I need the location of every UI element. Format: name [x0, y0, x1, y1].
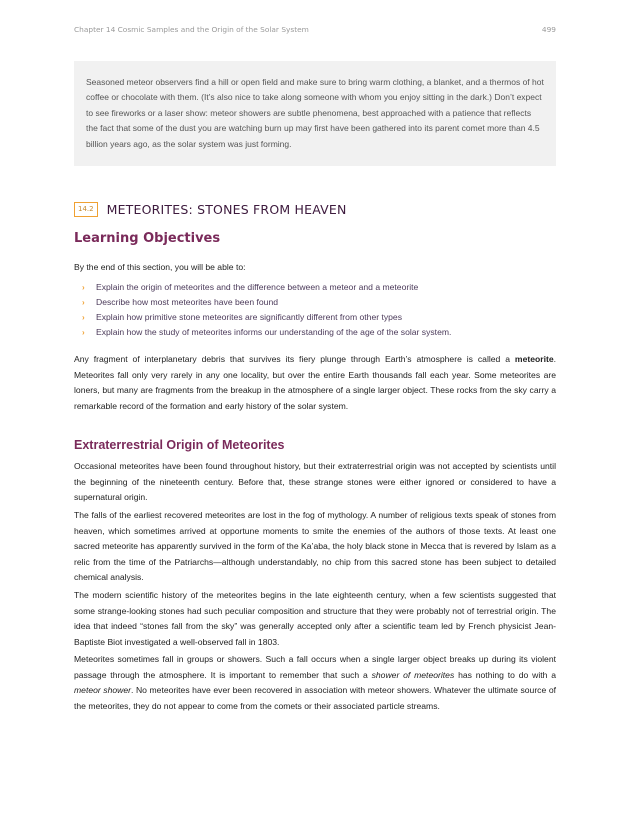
paragraph-mythology: The falls of the earliest recovered meteorites are lost in the fog of mythology. A number of religious texts speak of stones from heaven, which sometimes arrived at opportune moments to smite the enemies of the authors of those texts. At least one sacred meteorite has apparently survived in the form of the Ka’aba, the holy black stone in Mecca that is revered by Islam as a relic from the time of the Patriarchs—although understandably, no chip from this sacred stone has been subject to detailed chemical analysis. [74, 510, 556, 582]
page-number: 499 [541, 25, 556, 34]
list-item: › Explain how primitive stone meteorites are significantly different from other types [82, 310, 451, 325]
learning-objectives-title: Learning Objectives [74, 231, 221, 246]
paragraph-extraterrestrial-origin: Occasional meteorites have been found throughout history, but their extraterrestrial origin was not accepted by scientists until the beginning of the nineteenth century. Before that, these strange stones were either ignored or considered to have a supernatural origin. [74, 461, 556, 502]
chevron-right-icon: › [82, 313, 85, 322]
list-item: › Explain how the study of meteorites informs our understanding of the age of the solar system. [82, 325, 451, 340]
note-box-text: Seasoned meteor observers find a hill or open field and make sure to bring warm clothing, a blanket, and a thermos of hot coffee or chocolate with them. (It’s also nice to take along someone with whom you enjoy sitting in the dark.) Don’t expect to see fireworks or a laser show: meteor showers are subtle phenomena, best approached with a patience that reflects the fact that some of the dust you are watching burn up may first have been gathered into its parent comet more than 4.5 billion years ago, as the solar system was just forming. [86, 77, 544, 149]
paragraph-meteorite-showers: Meteorites sometimes fall in groups or showers. Such a fall occurs when a single larger object breaks up during its violent passage through the atmosphere. It is important to remember that such a shower of meteorites has nothing to do with a meteor shower. No meteorites have ever been recovered in association with meteor showers. Whatever the ultimate source of the meteorites, they do not appear to come from the comets or their associated particle streams. [74, 654, 557, 711]
list-item: › Explain the origin of meteorites and the difference between a meteor and a meteorite [82, 280, 451, 295]
chevron-right-icon: › [82, 328, 85, 337]
list-item: › Describe how most meteorites have been found [82, 295, 451, 310]
note-box [74, 61, 556, 166]
chevron-right-icon: › [82, 283, 85, 292]
section-number-badge: 14.2 [74, 202, 98, 217]
bold-term: meteorite [514, 354, 554, 364]
paragraph-meteorite-definition: Any fragment of interplanetary debris that survives its fiery plunge through Earth’s atmosphere is called a meteorite. Meteorites fall only very rarely in any one locality, but over the entire Earth thousands fall each year. Some meteorites are loners, but many are fragments from the breakup in the atmosphere of a single larger object. These rocks from the sky carry a remarkable record of the formation and early history of the solar system. [74, 354, 556, 411]
chevron-right-icon: › [82, 298, 85, 307]
chapter-title: Chapter 14 Cosmic Samples and the Origin of the Solar System [74, 25, 309, 34]
paragraph-scientific-history: The modern scientific history of the meteorites begins in the late eighteenth century, when a few scientists suggested that some strange-looking stones had such peculiar composition and structure that they were probably not of terrestrial origin. The idea that indeed “stones fall from the sky” was generally accepted only after a scientific team led by French physicist Jean-Baptiste Biot investigated a well-observed fall in 1803. [74, 590, 556, 647]
section-heading [74, 202, 347, 217]
subsection-title: Extraterrestrial Origin of Meteorites [74, 438, 285, 452]
learning-objectives-intro: By the end of this section, you will be able to: [74, 262, 246, 272]
page-header [74, 25, 556, 34]
section-title: METEORITES: STONES FROM HEAVEN [106, 202, 347, 217]
learning-objectives-list [82, 280, 451, 340]
